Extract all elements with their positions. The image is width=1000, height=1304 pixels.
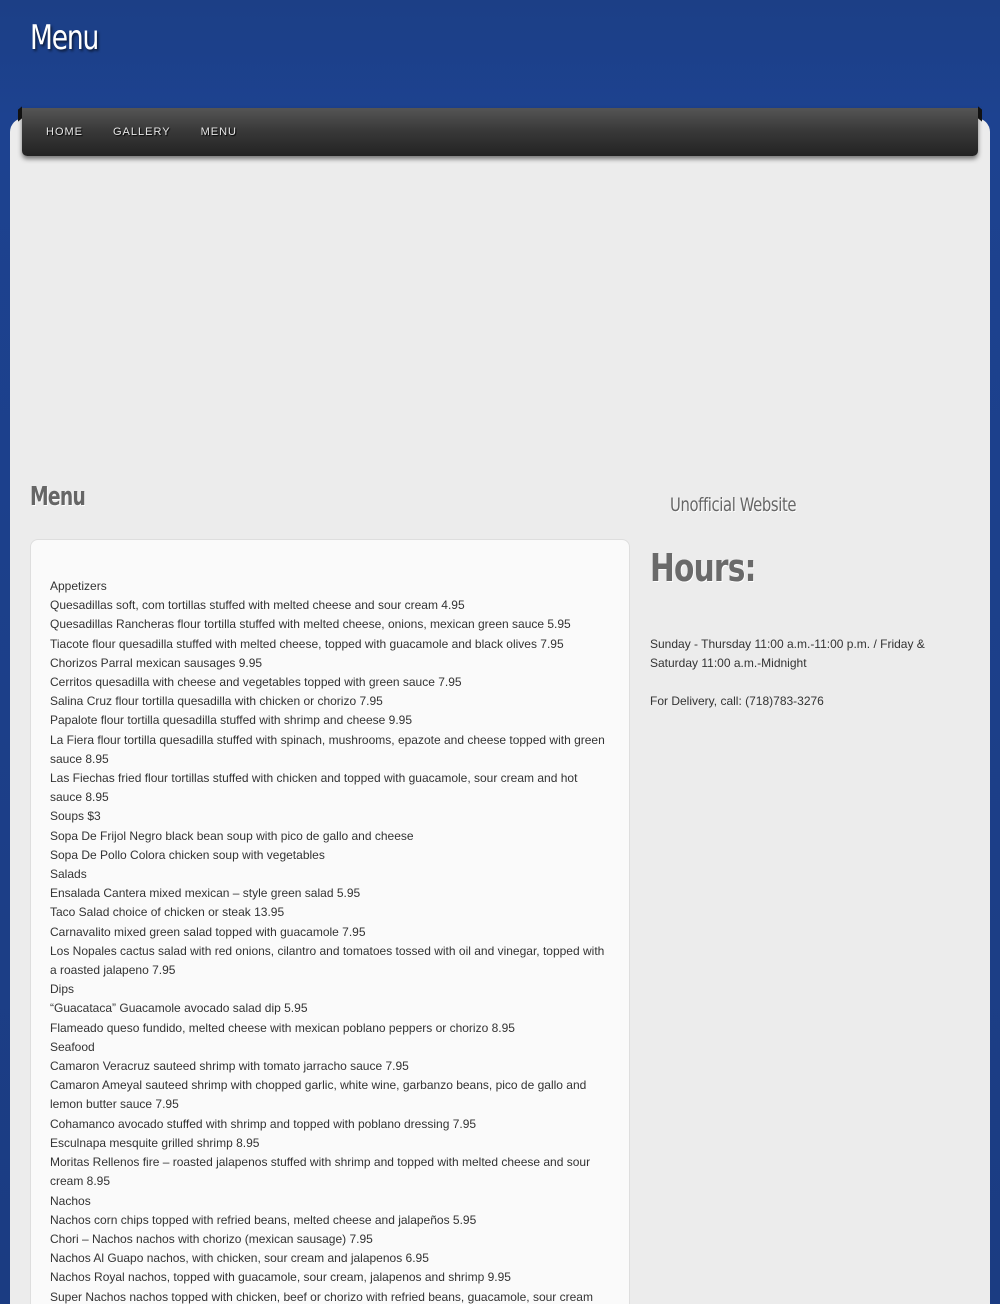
menu-line: Appetizers [50, 579, 107, 593]
menu-line: La Fiera flour tortilla quesadilla stuffed with spinach, mushrooms, epazote and cheese topped with green sauce 8.95 [50, 732, 605, 766]
menu-line: Sopa De Frijol Negro black bean soup with pico de gallo and cheese [50, 828, 414, 843]
menu-list [50, 577, 610, 1304]
menu-line: Camaron Veracruz sauteed shrimp with tomato jarracho sauce 7.95 [50, 1059, 409, 1074]
menu-line: Esculnapa mesquite grilled shrimp 8.95 [50, 1135, 260, 1150]
menu-line: Tiacote flour quesadilla stuffed with melted cheese, topped with guacamole and black olives 7.95 [50, 636, 564, 651]
menu-line: Salina Cruz flour tortilla quesadilla with chicken or chorizo 7.95 [50, 694, 383, 709]
menu-line: Carnavalito mixed green salad topped with guacamole 7.95 [50, 924, 366, 939]
menu-line: Moritas Rellenos fire – roasted jalapenos stuffed with shrimp and topped with melted cheese and sour cream 8.95 [50, 1155, 591, 1189]
menu-line: Nachos corn chips topped with refried beans, melted cheese and jalapeños 5.95 [50, 1212, 477, 1227]
menu-line: Cohamanco avocado stuffed with shrimp and topped with poblano dressing 7.95 [50, 1116, 477, 1131]
menu-line: Super Nachos nachos topped with chicken, beef or chorizo with refried beans, guacamole, sour cream [50, 1289, 593, 1304]
menu-line: Chorizos Parral mexican sausages 9.95 [50, 655, 263, 670]
menu-line: Flameado queso fundido, melted cheese with mexican poblano peppers or chorizo 8.95 [50, 1020, 515, 1035]
menu-line: Quesadillas Rancheras flour tortilla stuffed with melted cheese, onions, mexican green sauce 5.95 [50, 617, 571, 632]
site-title: Menu [30, 18, 99, 58]
menu-line: Soups $3 [50, 809, 101, 824]
menu-line: Nachos Royal nachos, topped with guacamole, sour cream, jalapenos and shrimp 9.95 [50, 1270, 511, 1285]
menu-line: Nachos [50, 1193, 91, 1208]
menu-line: Cerritos quesadilla with cheese and vegetables topped with green sauce 7.95 [50, 675, 462, 690]
menu-line: Las Fiechas fried flour tortillas stuffed with chicken and topped with guacamole, sour cream and hot sauce 8.95 [50, 771, 578, 805]
sidebar-tagline: Unofficial Website [670, 494, 797, 516]
hours-title: Hours: [650, 546, 756, 590]
nav-item-home[interactable]: HOME [46, 126, 83, 138]
nav-item-menu[interactable]: MENU [200, 126, 237, 138]
menu-line: “Guacataca” Guacamole avocado salad dip 5.95 [50, 1001, 308, 1016]
menu-line: Taco Salad choice of chicken or steak 13.95 [50, 905, 285, 920]
menu-line: Papalote flour tortilla quesadilla stuffed with shrimp and cheese 9.95 [50, 713, 412, 728]
menu-line: Nachos Al Guapo nachos, with chicken, sour cream and jalapenos 6.95 [50, 1251, 429, 1266]
menu-line: Ensalada Cantera mixed mexican – style green salad 5.95 [50, 886, 361, 901]
menu-line: Los Nopales cactus salad with red onions, cilantro and tomatoes tossed with oil and vinegar, topped with a roasted jalapeno 7.95 [50, 943, 605, 978]
menu-line: Quesadillas soft, com tortillas stuffed with melted cheese and sour cream 4.95 [50, 598, 465, 613]
menu-line: Salads [50, 867, 87, 882]
nav-item-gallery[interactable]: GALLERY [113, 126, 171, 138]
nav-items [46, 126, 267, 138]
hours-text: Sunday - Thursday 11:00 a.m.-11:00 p.m. / Friday & Saturday 11:00 a.m.-Midnight [650, 637, 925, 670]
menu-line: Camaron Ameyal sauteed shrimp with chopped garlic, white wine, garbanzo beans, pico de gallo and lemon butter sauce 7.95 [50, 1078, 587, 1112]
menu-line: Seafood [50, 1039, 95, 1054]
page-title: Menu [30, 482, 86, 512]
delivery-text: For Delivery, call: (718)783-3276 [650, 694, 824, 708]
main-navigation [22, 108, 978, 156]
menu-line: Chori – Nachos nachos with chorizo (mexican sausage) 7.95 [50, 1231, 373, 1246]
menu-line: Dips [50, 982, 75, 997]
menu-line: Sopa De Pollo Colora chicken soup with vegetables [50, 847, 325, 862]
